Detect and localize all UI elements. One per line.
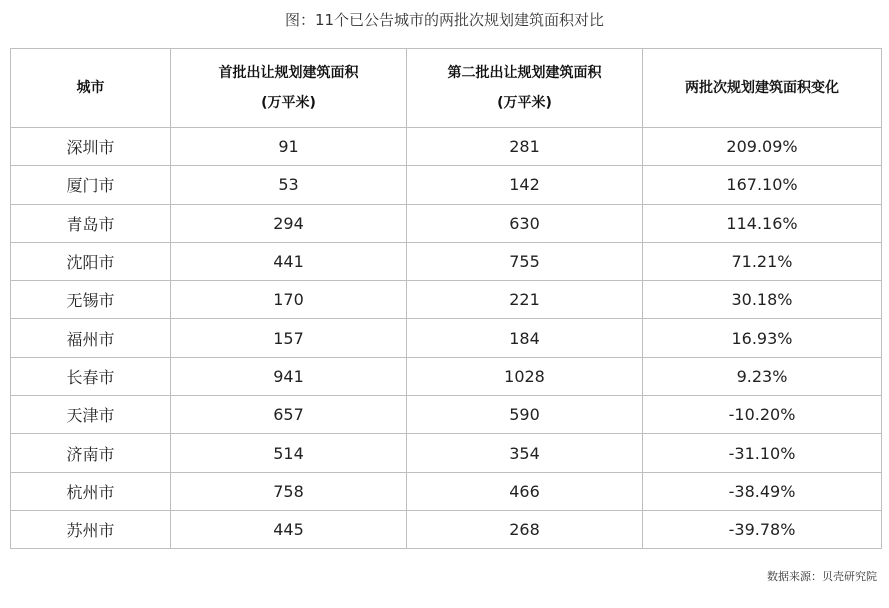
change-cell: 16.93% — [643, 319, 882, 357]
first-batch-cell: 91 — [171, 128, 407, 166]
header-change — [643, 49, 882, 128]
first-batch-cell: 170 — [171, 281, 407, 319]
second-batch-cell: 354 — [407, 434, 643, 472]
first-batch-cell: 53 — [171, 166, 407, 204]
change-cell: 30.18% — [643, 281, 882, 319]
second-batch-cell: 221 — [407, 281, 643, 319]
table-row — [11, 319, 882, 357]
city-cell: 济南市 — [11, 434, 171, 472]
data-source-note: 数据来源：贝壳研究院 — [767, 570, 877, 583]
second-batch-cell: 630 — [407, 204, 643, 242]
change-cell: 167.10% — [643, 166, 882, 204]
header-first-batch-unit: (万平米) — [261, 95, 316, 111]
table-body — [11, 128, 882, 549]
second-batch-cell: 142 — [407, 166, 643, 204]
second-batch-cell: 755 — [407, 242, 643, 280]
city-cell: 深圳市 — [11, 128, 171, 166]
change-cell: 9.23% — [643, 357, 882, 395]
city-cell: 无锡市 — [11, 281, 171, 319]
change-cell: -31.10% — [643, 434, 882, 472]
first-batch-cell: 441 — [171, 242, 407, 280]
second-batch-cell: 281 — [407, 128, 643, 166]
table-row — [11, 242, 882, 280]
table-row — [11, 434, 882, 472]
table-row — [11, 204, 882, 242]
table-row — [11, 166, 882, 204]
header-second-batch-unit: (万平米) — [497, 95, 552, 111]
city-cell: 青岛市 — [11, 204, 171, 242]
header-second-batch-label: 第二批出让规划建筑面积 — [447, 65, 602, 81]
first-batch-cell: 157 — [171, 319, 407, 357]
city-cell: 长春市 — [11, 357, 171, 395]
city-cell: 福州市 — [11, 319, 171, 357]
second-batch-cell: 590 — [407, 396, 643, 434]
header-city — [11, 49, 171, 128]
change-cell: -38.49% — [643, 472, 882, 510]
first-batch-cell: 445 — [171, 510, 407, 548]
change-cell: -39.78% — [643, 510, 882, 548]
header-first-batch-label: 首批出让规划建筑面积 — [218, 65, 359, 81]
first-batch-cell: 294 — [171, 204, 407, 242]
table-row — [11, 357, 882, 395]
table-caption: 图：11个已公告城市的两批次规划建筑面积对比 — [284, 11, 605, 29]
change-cell: -10.20% — [643, 396, 882, 434]
change-cell: 114.16% — [643, 204, 882, 242]
first-batch-cell: 514 — [171, 434, 407, 472]
building-area-table — [10, 48, 882, 549]
table-row — [11, 510, 882, 548]
header-first-batch — [171, 49, 407, 128]
table-header-row — [11, 49, 882, 128]
table-row — [11, 472, 882, 510]
city-cell: 苏州市 — [11, 510, 171, 548]
city-cell: 杭州市 — [11, 472, 171, 510]
table-row — [11, 281, 882, 319]
change-cell: 209.09% — [643, 128, 882, 166]
second-batch-cell: 184 — [407, 319, 643, 357]
header-change-label: 两批次规划建筑面积变化 — [685, 80, 839, 96]
change-cell: 71.21% — [643, 242, 882, 280]
second-batch-cell: 1028 — [407, 357, 643, 395]
second-batch-cell: 268 — [407, 510, 643, 548]
city-cell: 沈阳市 — [11, 242, 171, 280]
header-city-label: 城市 — [76, 80, 105, 96]
first-batch-cell: 758 — [171, 472, 407, 510]
table-row — [11, 396, 882, 434]
city-cell: 天津市 — [11, 396, 171, 434]
table-row — [11, 128, 882, 166]
city-cell: 厦门市 — [11, 166, 171, 204]
second-batch-cell: 466 — [407, 472, 643, 510]
first-batch-cell: 657 — [171, 396, 407, 434]
header-second-batch — [407, 49, 643, 128]
first-batch-cell: 941 — [171, 357, 407, 395]
